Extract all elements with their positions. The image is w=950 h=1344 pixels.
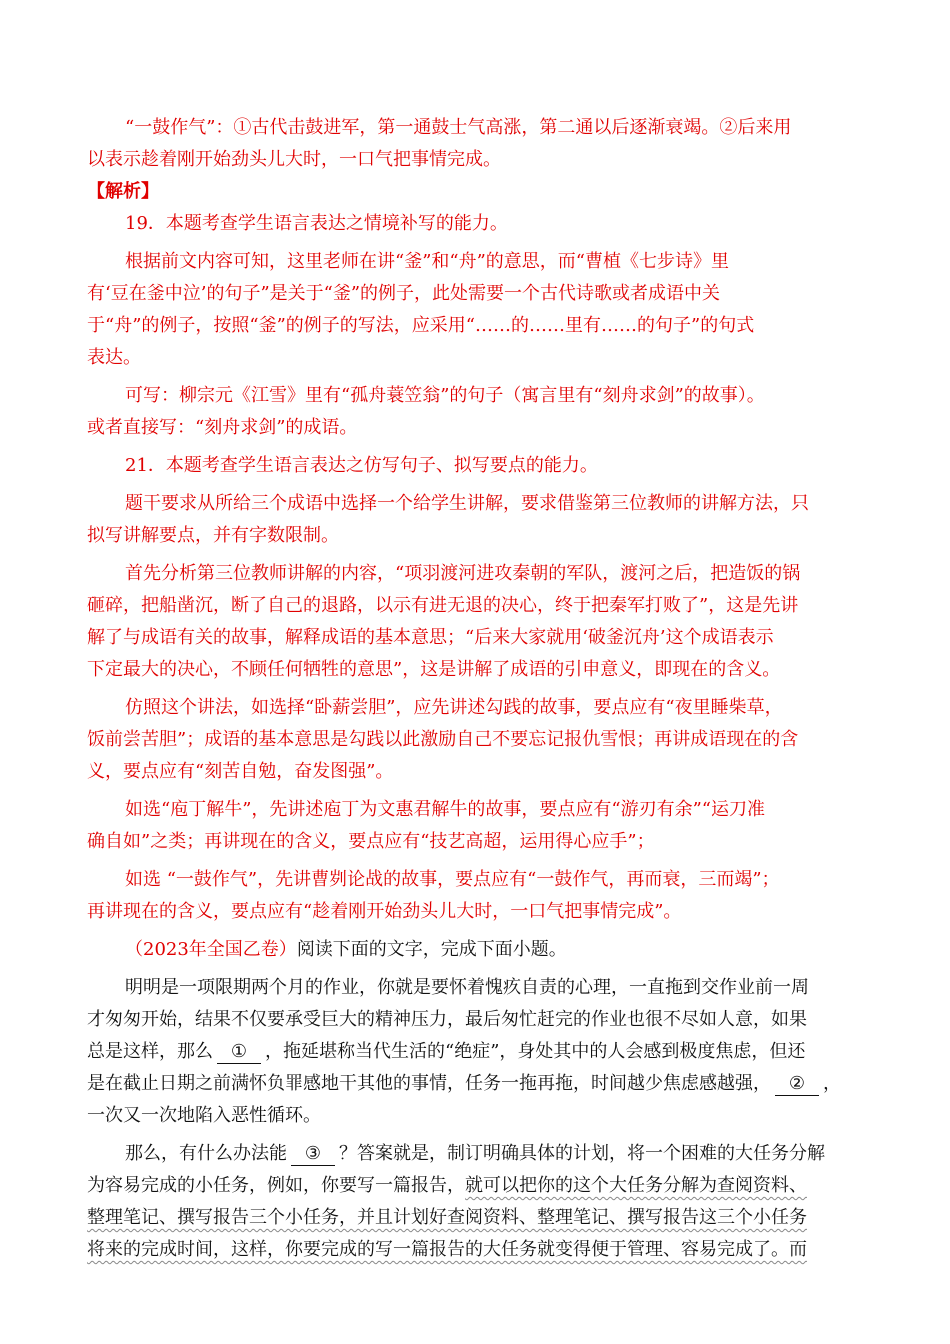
source-line [87,934,857,966]
document-page [87,112,857,1266]
passage-text: ？答案就是，制订明确具体的计划，将一个困难的大任务分解 [339,1143,825,1164]
q21-text-line: 仿照这个讲法，如选择“卧薪尝胆”，应先讲述勾践的故事，要点应有“夜里睡柴草， [125,697,783,718]
passage-line [87,1068,857,1100]
q19-text-line: 或者直接写：“刻舟求剑”的成语。 [87,417,358,438]
q21-text-line: 下定最大的决心，不顾任何牺牲的意思”，这是讲解了成语的引申意义，即现在的含义。 [87,659,781,680]
passage-text: 为容易完成的小任务，例如，你要写一篇报告， [87,1175,465,1196]
passage-line: 一次又一次地陷入恶性循环。 [87,1105,321,1126]
passage-line [87,1170,857,1202]
passage-text: 是在截止日期之前满怀负罪感地干其他的事情，任务一拖再拖，时间越少焦虑感越强， [87,1073,771,1094]
q19-heading: 19．本题考查学生语言表达之情境补写的能力。 [125,213,508,234]
answer-line: 以表示趁着刚开始劲头儿大时，一口气把事情完成。 [87,149,501,170]
q21-text-line: 再讲现在的含义，要点应有“趁着刚开始劲头儿大时，一口气把事情完成”。 [87,901,682,922]
source-text: 阅读下面的文字，完成下面小题。 [296,939,567,960]
q19-text-line: 于“舟”的例子，按照“釜”的例子的写法，应采用“……的……里有……的句子”的句式 [87,315,755,336]
passage-text: 总是这样，那么 [87,1041,213,1062]
passage-line: 才匆匆开始，结果不仅要承受巨大的精神压力，最后匆忙赶完的作业也很不尽如人意，如果 [87,1009,807,1030]
q21-text-line: 如选 “一鼓作气”，先讲曹刿论战的故事，要点应有“一鼓作气，再而衰，三而竭”； [125,869,780,890]
q21-text-line: 首先分析第三位教师讲解的内容，“项羽渡河进攻秦朝的军队，渡河之后，把造饭的锅 [125,563,801,584]
q21-text-line: 题干要求从所给三个成语中选择一个给学生讲解，要求借鉴第三位教师的讲解方法，只 [125,493,809,514]
passage-text: ， [823,1073,841,1094]
passage-text: ，拖延堪称当代生活的“绝症”，身处其中的人会感到极度焦虑，但还 [265,1041,806,1062]
q19-text-line: 有‘豆在釜中泣’的句子”是关于“釜”的例子，此处需要一个古代诗歌或者成语中关 [87,283,721,304]
wavy-underlined-text: 整理笔记、撰写报告三个小任务，并且计划好查阅资料、整理笔记、撰写报告这三个小任务 [87,1207,807,1228]
q21-text-line: 确自如”之类；再讲现在的含义，要点应有“技艺高超，运用得心应手”； [87,831,655,852]
q19-text-line: 可写：柳宗元《江雪》里有“孤舟蓑笠翁”的句子（寓言里有“刻舟求剑”的故事）。 [125,385,765,406]
passage-line [87,1234,857,1266]
blank-1: ① [217,1041,261,1064]
wavy-underlined-text: 就可以把你的这个大任务分解为查阅资料、 [465,1175,807,1196]
wavy-underlined-text: 将来的完成时间，这样，你要完成的写一篇报告的大任务就变得便于管理、容易完成了。而 [87,1239,807,1260]
q21-text-line: 义，要点应有“刻苦自勉，奋发图强”。 [87,761,394,782]
blank-2: ② [775,1073,819,1096]
q19-text-line: 根据前文内容可知，这里老师在讲“釜”和“舟”的意思，而“曹植《七步诗》里 [125,251,730,272]
q21-text-line: 砸碎，把船凿沉，断了自己的退路，以示有进无退的决心，终于把秦军打败了”，这是先讲 [87,595,799,616]
answer-line: “一鼓作气”：①古代击鼓进军，第一通鼓士气高涨，第二通以后逐渐衰竭。②后来用 [125,117,792,138]
passage-line [87,1202,857,1234]
analysis-label: 【解析】 [87,181,159,202]
q21-text-line: 如选“庖丁解牛”，先讲述庖丁为文惠君解牛的故事，要点应有“游刃有余”“运刀准 [125,799,766,820]
passage-text: 那么，有什么办法能 [125,1143,287,1164]
passage-line [87,1138,857,1170]
source-prefix: （2023年全国乙卷） [125,939,297,960]
q21-text-line: 饭前尝苦胆”；成语的基本意思是勾践以此激励自己不要忘记报仇雪恨；再讲成语现在的含 [87,729,799,750]
q21-text-line: 解了与成语有关的故事，解释成语的基本意思；“后来大家就用‘破釜沉舟’这个成语表示 [87,627,774,648]
passage-line [87,1036,857,1068]
q21-heading: 21．本题考查学生语言表达之仿写句子、拟写要点的能力。 [125,455,598,476]
q21-text-line: 拟写讲解要点，并有字数限制。 [87,525,339,546]
passage-line: 明明是一项限期两个月的作业，你就是要怀着愧疚自责的心理，一直拖到交作业前一周 [125,977,809,998]
blank-3: ③ [291,1143,335,1166]
q19-text-line: 表达。 [87,347,141,368]
